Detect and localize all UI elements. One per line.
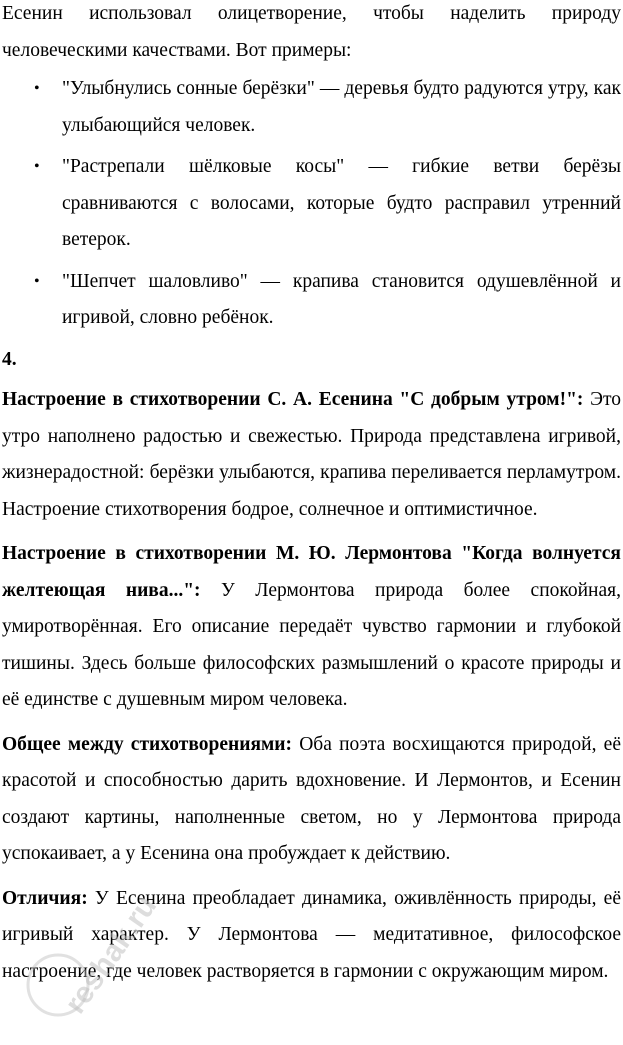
task-number: 4. [2,348,17,370]
bullet-icon: • [34,272,40,290]
list-item [2,71,621,144]
section-common [2,727,621,873]
section-heading: Настроение в стихотворении С. А. Есенина "С добрым утром!": [2,389,584,410]
examples-list [2,71,621,337]
section-body: Это утро наполнено радостью и свежестью. Природа представлена игривой, жизнерадостной: берёзки улыбаются, крапива переливается перламутром. Настроение стихотворения бодрое, солнечное и оптимистичное. [2,389,621,520]
section-differences [2,881,621,991]
list-item-text: "Улыбнулись сонные берёзки" — деревья будто радуются утру, как улыбающийся человек. [62,78,621,136]
list-item-text: "Шепчет шаловливо" — крапива становится одушевлённой и игривой, словно ребёнок. [62,270,621,328]
bullet-icon: • [34,158,40,175]
section-lermontov-mood [2,536,621,719]
section-heading: Настроение в стихотворении М. Ю. Лермонтова "Когда волнуется желтеющая нива...": [2,543,621,601]
list-item-text: "Растрепали шёлковые косы" — гибкие ветви берёзы сравниваются с волосами, которые будто расправил утренний ветерок. [62,156,621,250]
list-item [2,264,621,337]
section-esenin-mood [2,382,621,528]
section-heading: Общее между стихотворениями: [2,733,293,755]
section-body: У Лермонтова природа более спокойная, умиротворённая. Его описание передаёт чувство гармонии и глубокой тишины. Здесь больше философских размышлений о красоте природы и её единстве с душевным миром человека. [2,579,621,710]
section-body: Оба поэта восхищаются природой, её красотой и способностью дарить вдохновение. И Лермонтов, и Есенин создают картины, наполненные светом, но у Лермонтова природа успокаивает, а у Есенина она пробуждает к действию. [2,733,621,864]
watermark-text: reshak.ru [58,890,164,1020]
section-heading: Отличия: [2,887,88,909]
list-item [2,149,621,259]
section-body: У Есенина преобладает динамика, оживлённость природы, её игривый характер. У Лермонтова — медитативное, философское настроение, где человек растворяется в гармонии с окружающим миром. [2,887,621,982]
bullet-icon: • [34,80,40,97]
intro-paragraph: Есенин использовал олицетворение, чтобы наделить природу человеческими качествами. Вот примеры: [2,3,621,61]
